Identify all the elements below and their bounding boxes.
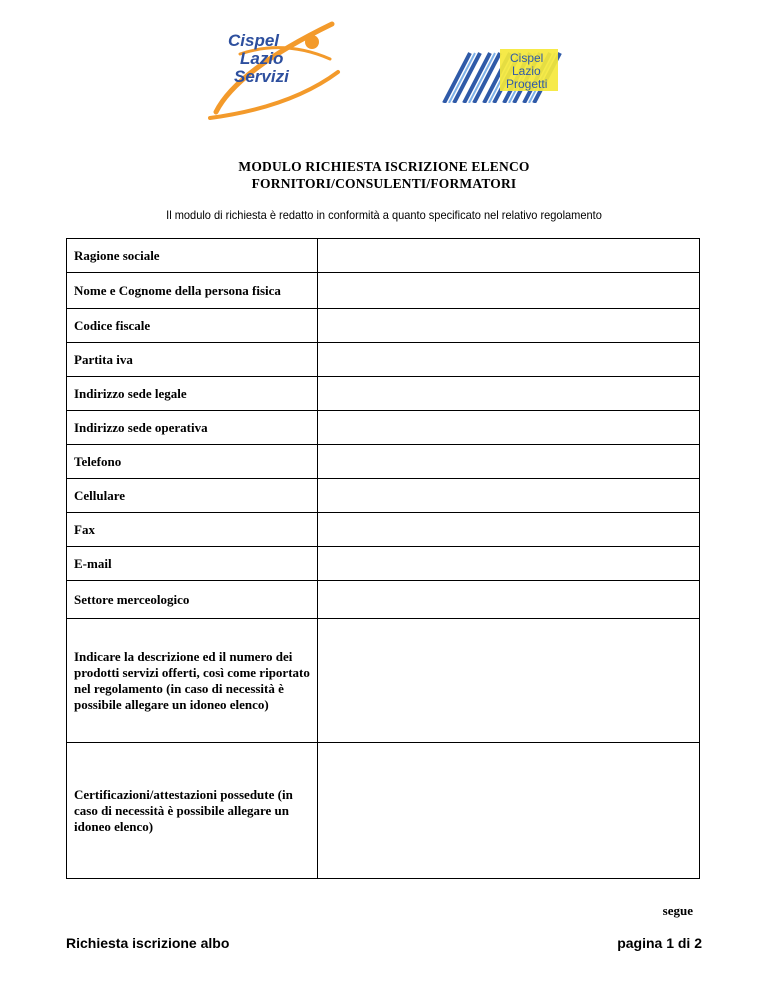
title-line-2: FORNITORI/CONSULENTI/FORMATORI xyxy=(251,176,517,191)
form-row-telefono xyxy=(67,445,700,479)
field-ragione-sociale[interactable] xyxy=(318,239,700,273)
field-nome-cognome[interactable] xyxy=(318,273,700,309)
cispel-lazio-progetti-logo xyxy=(440,47,562,103)
document-title xyxy=(0,158,768,192)
label-sede-operativa: Indirizzo sede operativa xyxy=(67,411,318,445)
form-row-sede-operativa xyxy=(67,411,700,445)
form-row-email xyxy=(67,547,700,581)
label-settore-merceologico: Settore merceologico xyxy=(67,581,318,619)
field-certificazioni[interactable] xyxy=(318,743,700,879)
label-certificazioni: Certificazioni/attestazioni possedute (in caso di necessità è possibile allegare un idoneo elenco) xyxy=(67,743,318,879)
document-subtitle: Il modulo di richiesta è redatto in conformità a quanto specificato nel relativo regolamento xyxy=(166,208,602,222)
form-row-certificazioni xyxy=(67,743,700,879)
field-sede-operativa[interactable] xyxy=(318,411,700,445)
field-cellulare[interactable] xyxy=(318,479,700,513)
label-nome-cognome: Nome e Cognome della persona fisica xyxy=(67,273,318,309)
label-telefono: Telefono xyxy=(67,445,318,479)
field-email[interactable] xyxy=(318,547,700,581)
footer-document-name: Richiesta iscrizione albo xyxy=(66,935,230,951)
field-codice-fiscale[interactable] xyxy=(318,309,700,343)
field-descrizione-prodotti[interactable] xyxy=(318,619,700,743)
field-fax[interactable] xyxy=(318,513,700,547)
label-email: E-mail xyxy=(67,547,318,581)
form-row-fax xyxy=(67,513,700,547)
logo-left-line3: Servizi xyxy=(234,67,289,86)
field-partita-iva[interactable] xyxy=(318,343,700,377)
logo-left-line2: Lazio xyxy=(240,49,284,68)
logo-right-line2: Lazio xyxy=(512,64,541,78)
form-row-nome-cognome xyxy=(67,273,700,309)
form-row-ragione-sociale xyxy=(67,239,700,273)
label-sede-legale: Indirizzo sede legale xyxy=(67,377,318,411)
form-row-cellulare xyxy=(67,479,700,513)
form-row-settore-merceologico xyxy=(67,581,700,619)
form-row-sede-legale xyxy=(67,377,700,411)
form-row-descrizione-prodotti xyxy=(67,619,700,743)
title-line-1: MODULO RICHIESTA ISCRIZIONE ELENCO xyxy=(238,159,530,174)
form-row-partita-iva xyxy=(67,343,700,377)
footer-page-number: pagina 1 di 2 xyxy=(617,935,702,951)
logo-right-line1: Cispel xyxy=(510,51,544,65)
field-sede-legale[interactable] xyxy=(318,377,700,411)
label-descrizione-prodotti: Indicare la descrizione ed il numero dei prodotti servizi offerti, così come riportato nel regolamento (in caso di necessità è possibile allegare un idoneo elenco) xyxy=(67,619,318,743)
field-settore-merceologico[interactable] xyxy=(318,581,700,619)
logo-right-line3: Progetti xyxy=(506,77,548,91)
field-telefono[interactable] xyxy=(318,445,700,479)
registration-form-table xyxy=(66,238,700,879)
cispel-lazio-servizi-logo xyxy=(200,14,350,122)
label-cellulare: Cellulare xyxy=(67,479,318,513)
label-partita-iva: Partita iva xyxy=(67,343,318,377)
form-row-codice-fiscale xyxy=(67,309,700,343)
label-codice-fiscale: Codice fiscale xyxy=(67,309,318,343)
label-fax: Fax xyxy=(67,513,318,547)
logo-left-line1: Cispel xyxy=(228,31,280,50)
label-ragione-sociale: Ragione sociale xyxy=(67,239,318,273)
continue-note: segue xyxy=(662,903,693,918)
